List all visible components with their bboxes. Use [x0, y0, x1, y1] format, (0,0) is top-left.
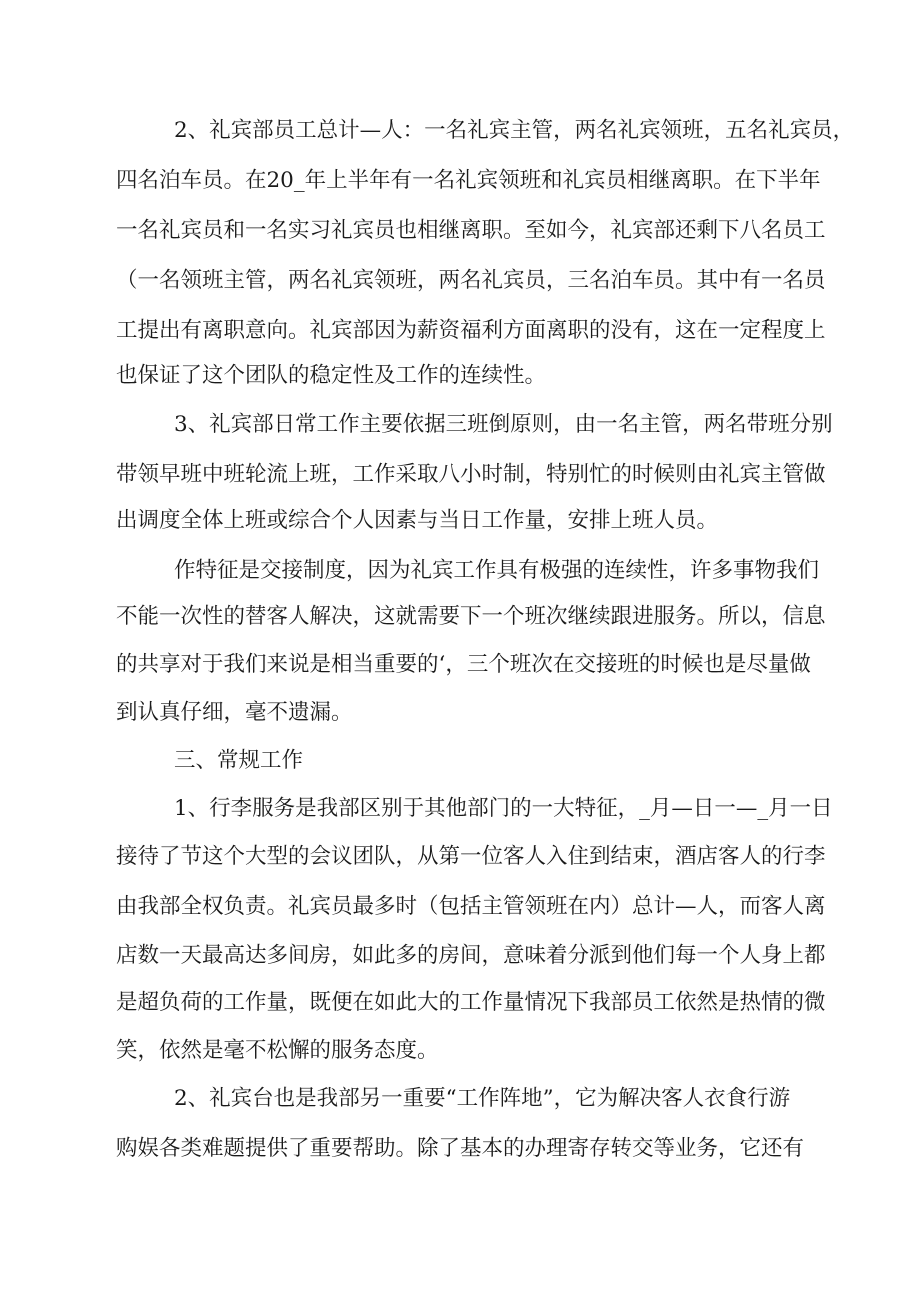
paragraph-handover-line-4: 到认真仔细，毫不遗漏。: [116, 700, 353, 725]
paragraph-luggage-line-3: 由我部全权负责。礼宾员最多时（包括主管领班在内）总计—人，而客人离: [116, 894, 826, 919]
paragraph-luggage-line-4: 店数一天最高达多间房，如此多的房间，意味着分派到他们每一个人身上都: [116, 943, 826, 968]
paragraph-shift-line-1: 3、礼宾部日常工作主要依据三班倒原则，由一名主管，两名带班分别: [174, 412, 833, 437]
paragraph-handover-line-1: 作特征是交接制度，因为礼宾工作具有极强的连续性，许多事物我们: [174, 558, 820, 583]
paragraph-staff-line-5: 工提出有离职意向。礼宾部因为薪资福利方面离职的没有，这在一定程度上: [116, 318, 826, 343]
section-heading: 三、常规工作: [174, 748, 304, 773]
paragraph-luggage-line-5: 是超负荷的工作量，既便在如此大的工作量情况下我部员工依然是热情的微: [116, 990, 826, 1015]
paragraph-staff-line-3: 一名礼宾员和一名实习礼宾员也相继离职。至如今，礼宾部还剩下八名员工: [116, 218, 826, 243]
paragraph-staff-line-4: （一名领班主管，两名礼宾领班，两名礼宾员，三名泊车员。其中有一名员: [116, 268, 826, 293]
paragraph-staff-line-2: 四名泊车员。在20_年上半年有一名礼宾领班和礼宾员相继离职。在下半年: [116, 168, 821, 193]
paragraph-staff-line-6: 也保证了这个团队的稳定性及工作的连续性。: [116, 363, 547, 388]
paragraph-shift-line-3: 出调度全体上班或综合个人因素与当日工作量，安排上班人员。: [116, 508, 719, 533]
paragraph-luggage-line-6: 笑，依然是毫不松懈的服务态度。: [116, 1038, 439, 1063]
paragraph-luggage-line-2: 接待了节这个大型的会议团队，从第一位客人入住到结束，酒店客人的行李: [116, 844, 826, 869]
paragraph-desk-line-1: 2、礼宾台也是我部另一重要“工作阵地”，它为解决客人衣食行游: [174, 1086, 791, 1111]
paragraph-shift-line-2: 带领早班中班轮流上班，工作采取八小时制，特别忙的时候则由礼宾主管做: [116, 462, 826, 487]
paragraph-handover-line-3: 的共享对于我们来说是相当重要的‘，三个班次在交接班的时候也是尽量做: [116, 652, 811, 677]
paragraph-desk-line-2: 购娱各类难题提供了重要帮助。除了基本的办理寄存转交等业务，它还有: [116, 1136, 805, 1161]
paragraph-handover-line-2: 不能一次性的替客人解决，这就需要下一个班次继续跟进服务。所以，信息: [116, 604, 826, 629]
paragraph-luggage-line-1: 1、行李服务是我部区别于其他部门的一大特征，_月—日一—_月一日: [174, 796, 833, 821]
paragraph-staff-line-1: 2、礼宾部员工总计—人：一名礼宾主管，两名礼宾领班，五名礼宾员，: [174, 118, 855, 143]
